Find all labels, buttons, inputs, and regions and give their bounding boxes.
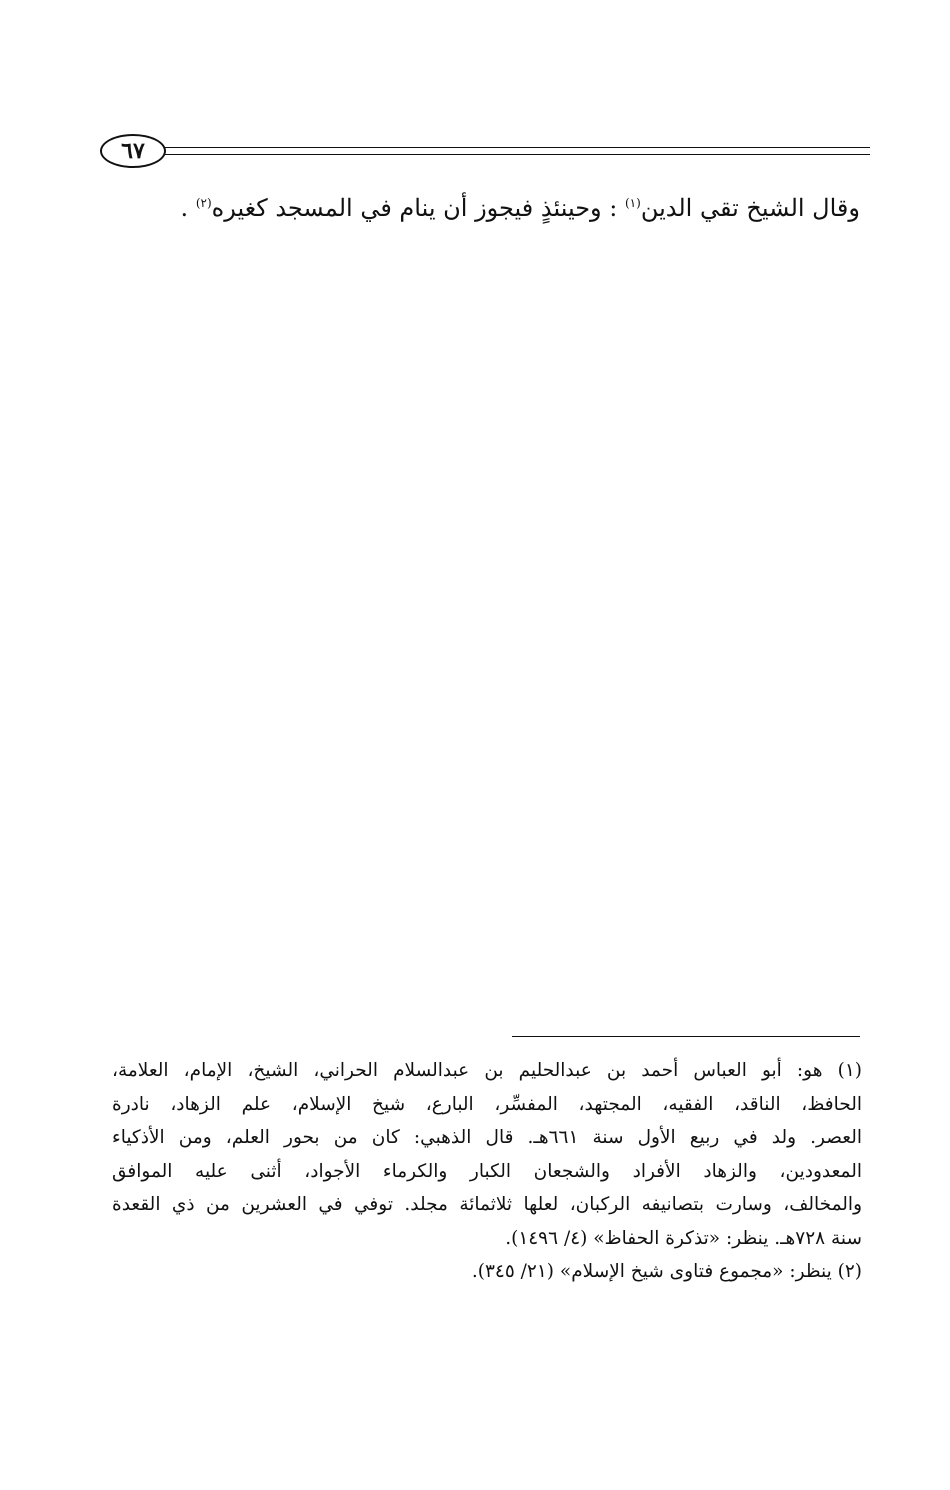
footnote-2	[112, 1255, 862, 1289]
main-text	[140, 188, 860, 228]
main-text-part1: وقال الشيخ تقي الدين	[640, 194, 860, 222]
footnote-1-line-5: والمخالف، وسارت بتصانيفه الركبان، لعلها ثلاثمائة مجلد. توفي في العشرين من ذي القعدة	[112, 1194, 862, 1215]
footnote-2-number: (٢)	[837, 1261, 862, 1282]
header-double-rule	[160, 147, 870, 155]
footnote-1-number: (١)	[837, 1060, 862, 1081]
main-text-part2: : وحينئذٍ فيجوز أن ينام في المسجد كغيره	[211, 194, 625, 222]
footnote-separator	[512, 1036, 860, 1037]
footnote-1-text-1: هو: أبو العباس أحمد بن عبدالحليم بن عبدالسلام الحراني، الشيخ، الإمام، العلامة،	[112, 1060, 823, 1081]
footnote-1-line-6: سنة ٧٢٨هـ. ينظر: «تذكرة الحفاظ» (٤/ ١٤٩٦).	[505, 1227, 862, 1249]
page-header	[100, 132, 870, 172]
page-number: ٦٧	[100, 134, 166, 168]
footnote-1	[112, 1054, 862, 1255]
footnote-1-line-1	[112, 1054, 862, 1088]
footnote-2-line-1	[112, 1255, 862, 1289]
main-text-part3: .	[180, 194, 196, 222]
footnote-ref-1[interactable]: (١)	[624, 196, 641, 210]
footnote-1-line-2: الحافظ، الناقد، الفقيه، المجتهد، المفسِّر، البارع، شيخ الإسلام، علم الزهاد، نادرة	[112, 1093, 862, 1115]
footnote-ref-2[interactable]: (٢)	[195, 196, 212, 210]
footnote-2-text-1: ينظر: «مجموع فتاوى شيخ الإسلام» (٢١/ ٣٤٥).	[471, 1261, 832, 1282]
footnote-1-line-3: العصر. ولد في ربيع الأول سنة ٦٦١هـ. قال الذهبي: كان من بحور العلم، ومن الأذكياء	[112, 1127, 862, 1148]
footnotes	[112, 1054, 862, 1289]
footnote-1-line-4: المعدودين، والزهاد الأفراد والشجعان الكبار والكرماء الأجواد، أثنى عليه الموافق	[112, 1160, 862, 1182]
